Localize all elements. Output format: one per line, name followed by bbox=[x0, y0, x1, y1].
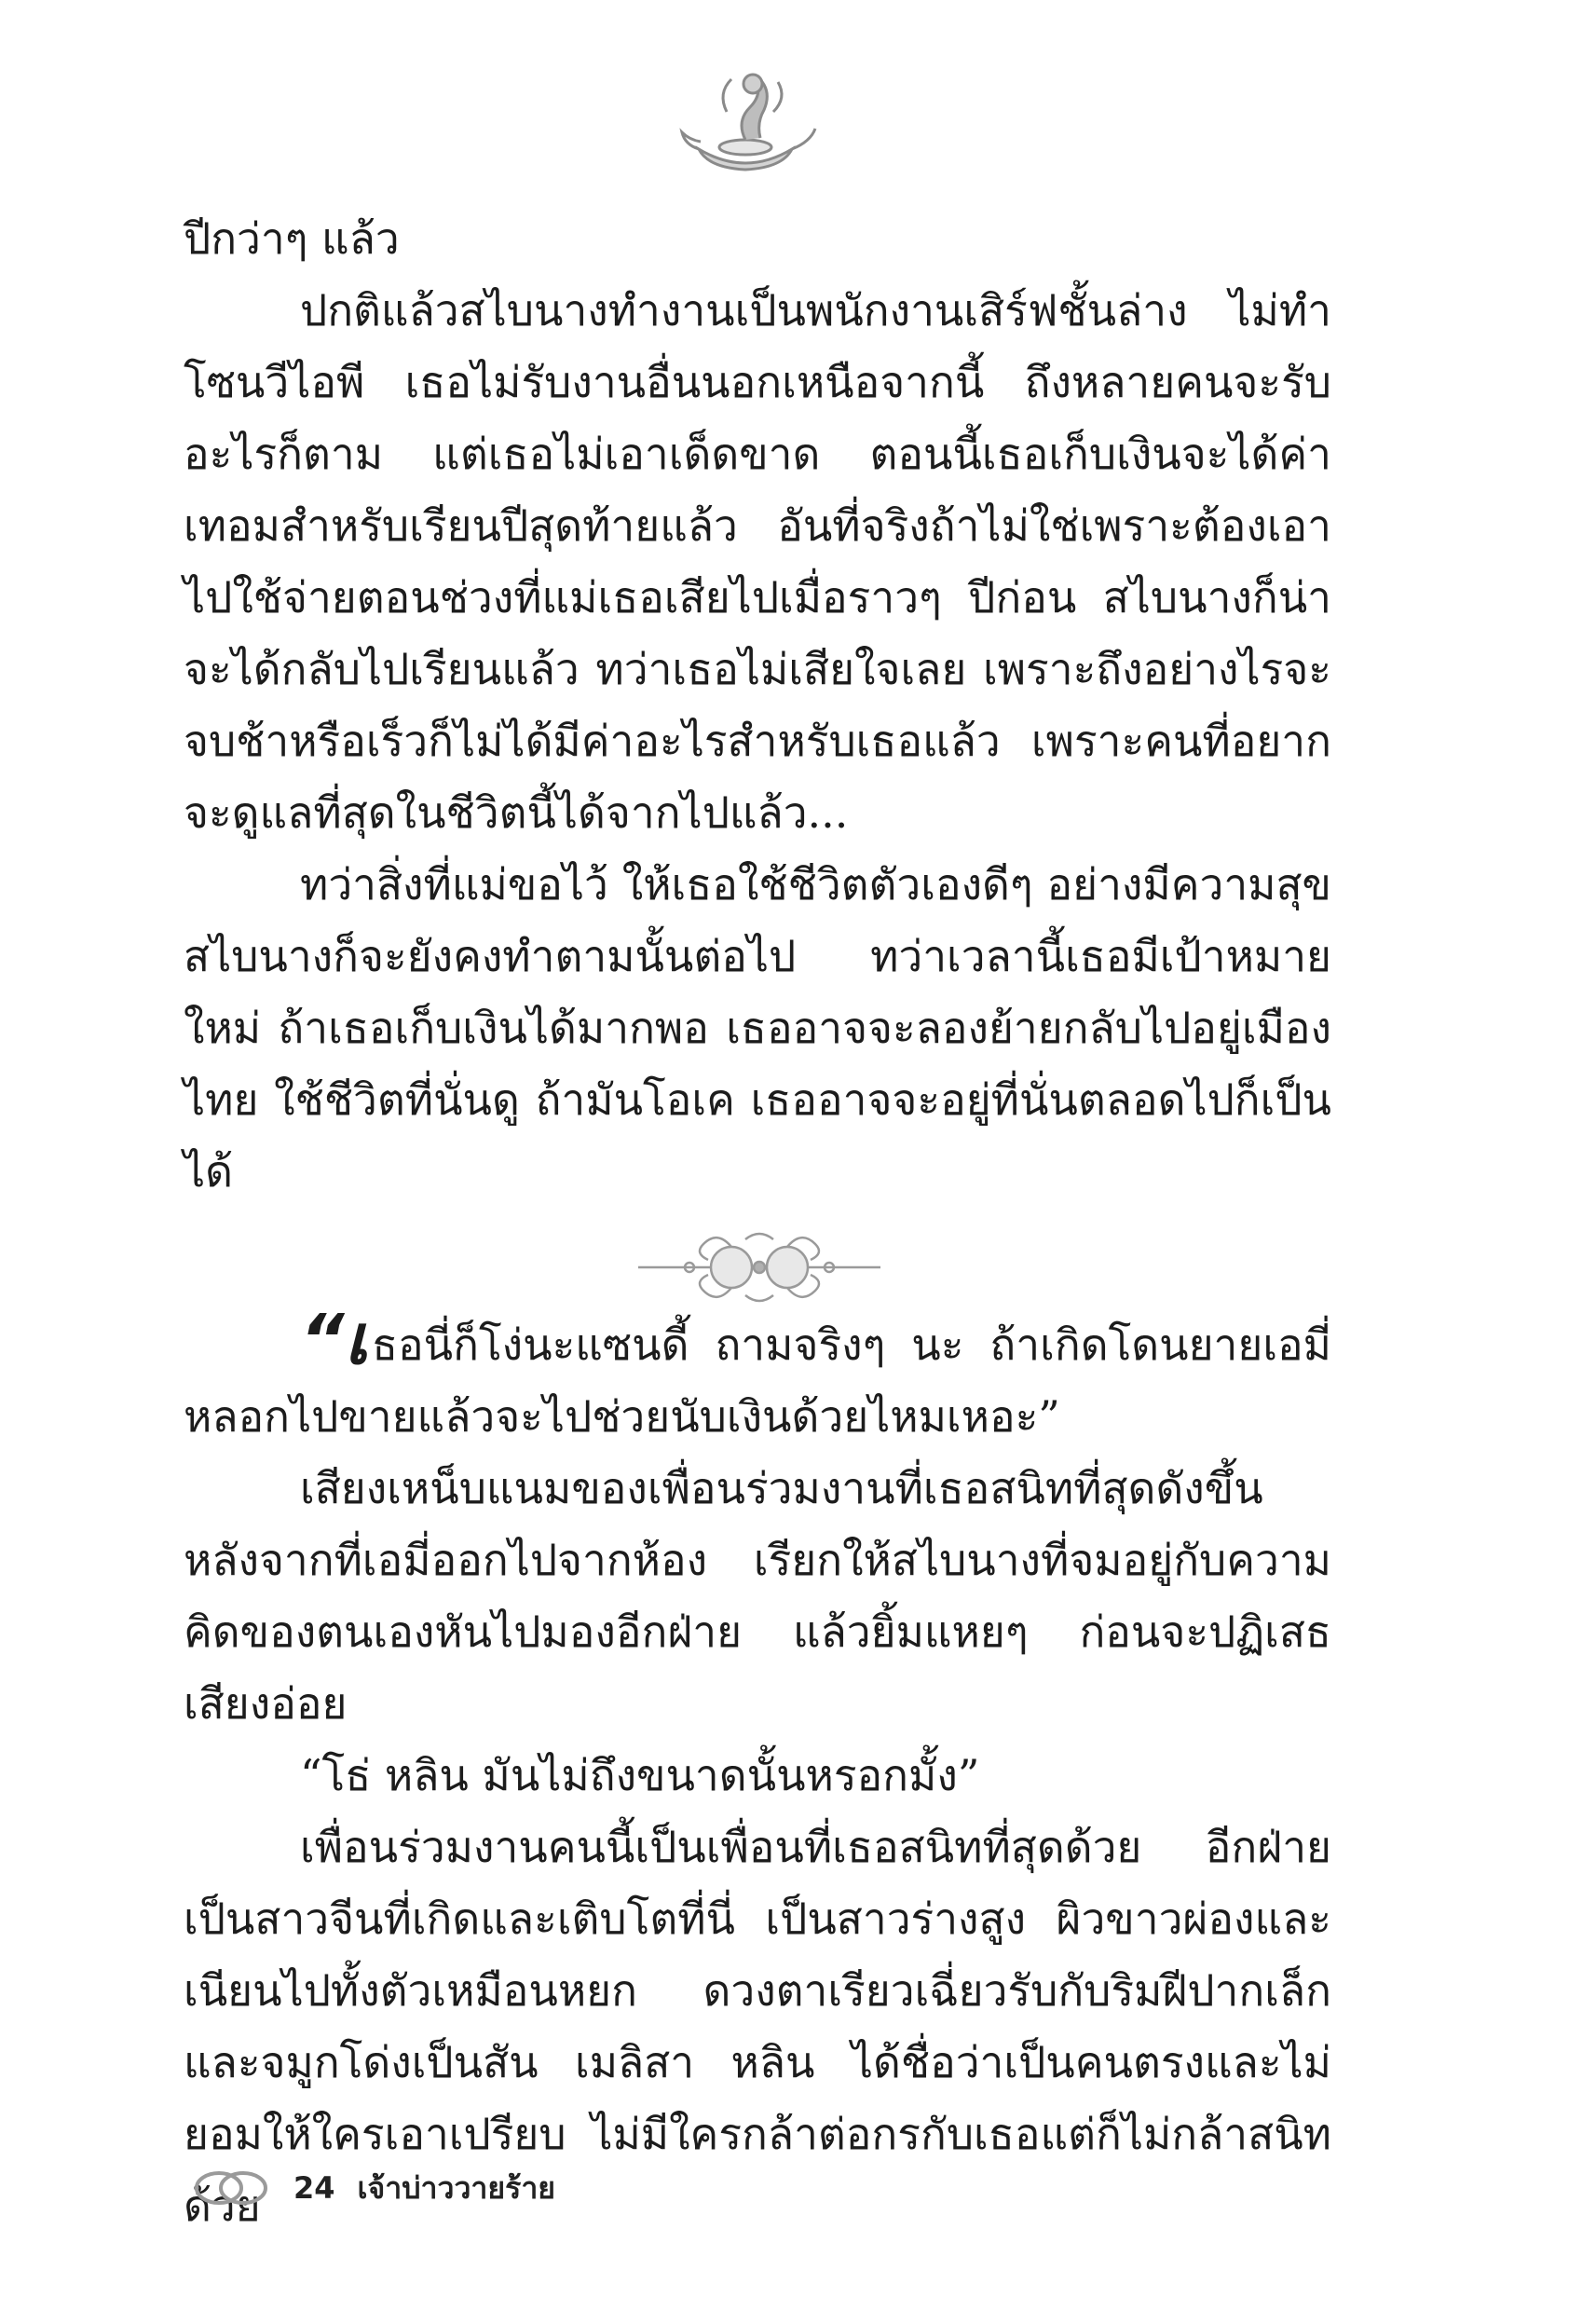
paragraph-text: ธอนี่ก็โง่นะแซนดี้ ถามจริงๆ นะ ถ้าเกิดโดนยายเอมี่หลอกไปขายแล้วจะไปช่วยนับเงินด้วยไหมเหอะ” bbox=[184, 1320, 1331, 1442]
body-text-section-1 bbox=[184, 203, 1331, 1208]
paragraph: “โธ่ หลิน มันไม่ถึงขนาดนั้นหรอกมั้ง” bbox=[300, 1750, 980, 1800]
ornamental-divider-icon bbox=[634, 1221, 885, 1314]
paragraph: ปีกว่าๆ แล้ว bbox=[184, 213, 400, 264]
paragraph: ทว่าสิ่งที่แม่ขอไว้ ให้เธอใช้ชีวิตตัวเองดีๆ อย่างมีความสุข สไบนางก็จะยังคงทำตามนั้นต่อไป ทว่าเวลานี้เธอมีเป้าหมายใหม่ ถ้าเธอเก็บเงินได้มากพอ เธออาจจะลองย้ายกลับไปอยู่เมืองไทย ใช้ชีวิตที่นั่นดู ถ้ามันโอเค เธออาจจะอยู่ที่นั่นตลอดไปก็เป็นได้ bbox=[184, 859, 1331, 1197]
body-text-section-2 bbox=[184, 1300, 1331, 2242]
paragraph: ปกติแล้วสไบนางทำงานเป็นพนักงานเสิร์ฟชั้นล่าง ไม่ทำโซนวีไอพี เธอไม่รับงานอื่นนอกเหนือจากนี้ ถึงหลายคนจะรับอะไรก็ตาม แต่เธอไม่เอาเด็ดขาด ตอนนี้เธอเก็บเงินจะได้ค่าเทอมสำหรับเรียนปีสุดท้ายแล้ว อันที่จริงถ้าไม่ใช่เพราะต้องเอาไปใช้จ่ายตอนช่วงที่แม่เธอเสียไปเมื่อราวๆ ปีก่อน สไบนางก็น่าจะได้กลับไปเรียนแล้ว ทว่าเธอไม่เสียใจเลย เพราะถึงอย่างไรจะจบช้าหรือเร็วก็ไม่ได้มีค่าอะไรสำหรับเธอแล้ว เพราะคนที่อยากจะดูแลที่สุดในชีวิตนี้ได้จากไปแล้ว... bbox=[184, 285, 1331, 838]
genie-lamp-icon bbox=[671, 56, 820, 186]
dropcap: “เ bbox=[300, 1300, 368, 1380]
paragraph: เสียงเหน็บแนมของเพื่อนร่วมงานที่เธอสนิทที่สุดดังขึ้นหลังจากที่เอมี่ออกไปจากห้อง เรียกให้สไบนางที่จมอยู่กับความคิดของตนเองหันไปมองอีกฝ่าย แล้วยิ้มแหยๆ ก่อนจะปฏิเสธเสียงอ่อย bbox=[184, 1463, 1331, 1729]
paragraph: เพื่อนร่วมงานคนนี้เป็นเพื่อนที่เธอสนิทที่สุดด้วย อีกฝ่ายเป็นสาวจีนที่เกิดและเติบโตที่นี่ เป็นสาวร่างสูง ผิวขาวผ่องและเนียนไปทั้งตัวเหมือนหยก ดวงตาเรียวเฉี่ยวรับกับริมฝีปากเล็กและจมูกโด่งเป็นสัน เมลิสา หลิน ได้ชื่อว่าเป็นคนตรงและไม่ยอมให้ใครเอาเปรียบ ไม่มีใครกล้าต่อกรกับเธอแต่ก็ไม่กล้าสนิทด้วย bbox=[184, 1822, 1331, 2231]
interlocked-rings-icon bbox=[191, 2167, 271, 2208]
page-number: 24 bbox=[293, 2170, 335, 2206]
page-footer bbox=[191, 2160, 555, 2216]
book-title: เจ้าบ่าววายร้าย bbox=[357, 2169, 556, 2206]
paragraph-with-dropcap bbox=[184, 1300, 1331, 1453]
